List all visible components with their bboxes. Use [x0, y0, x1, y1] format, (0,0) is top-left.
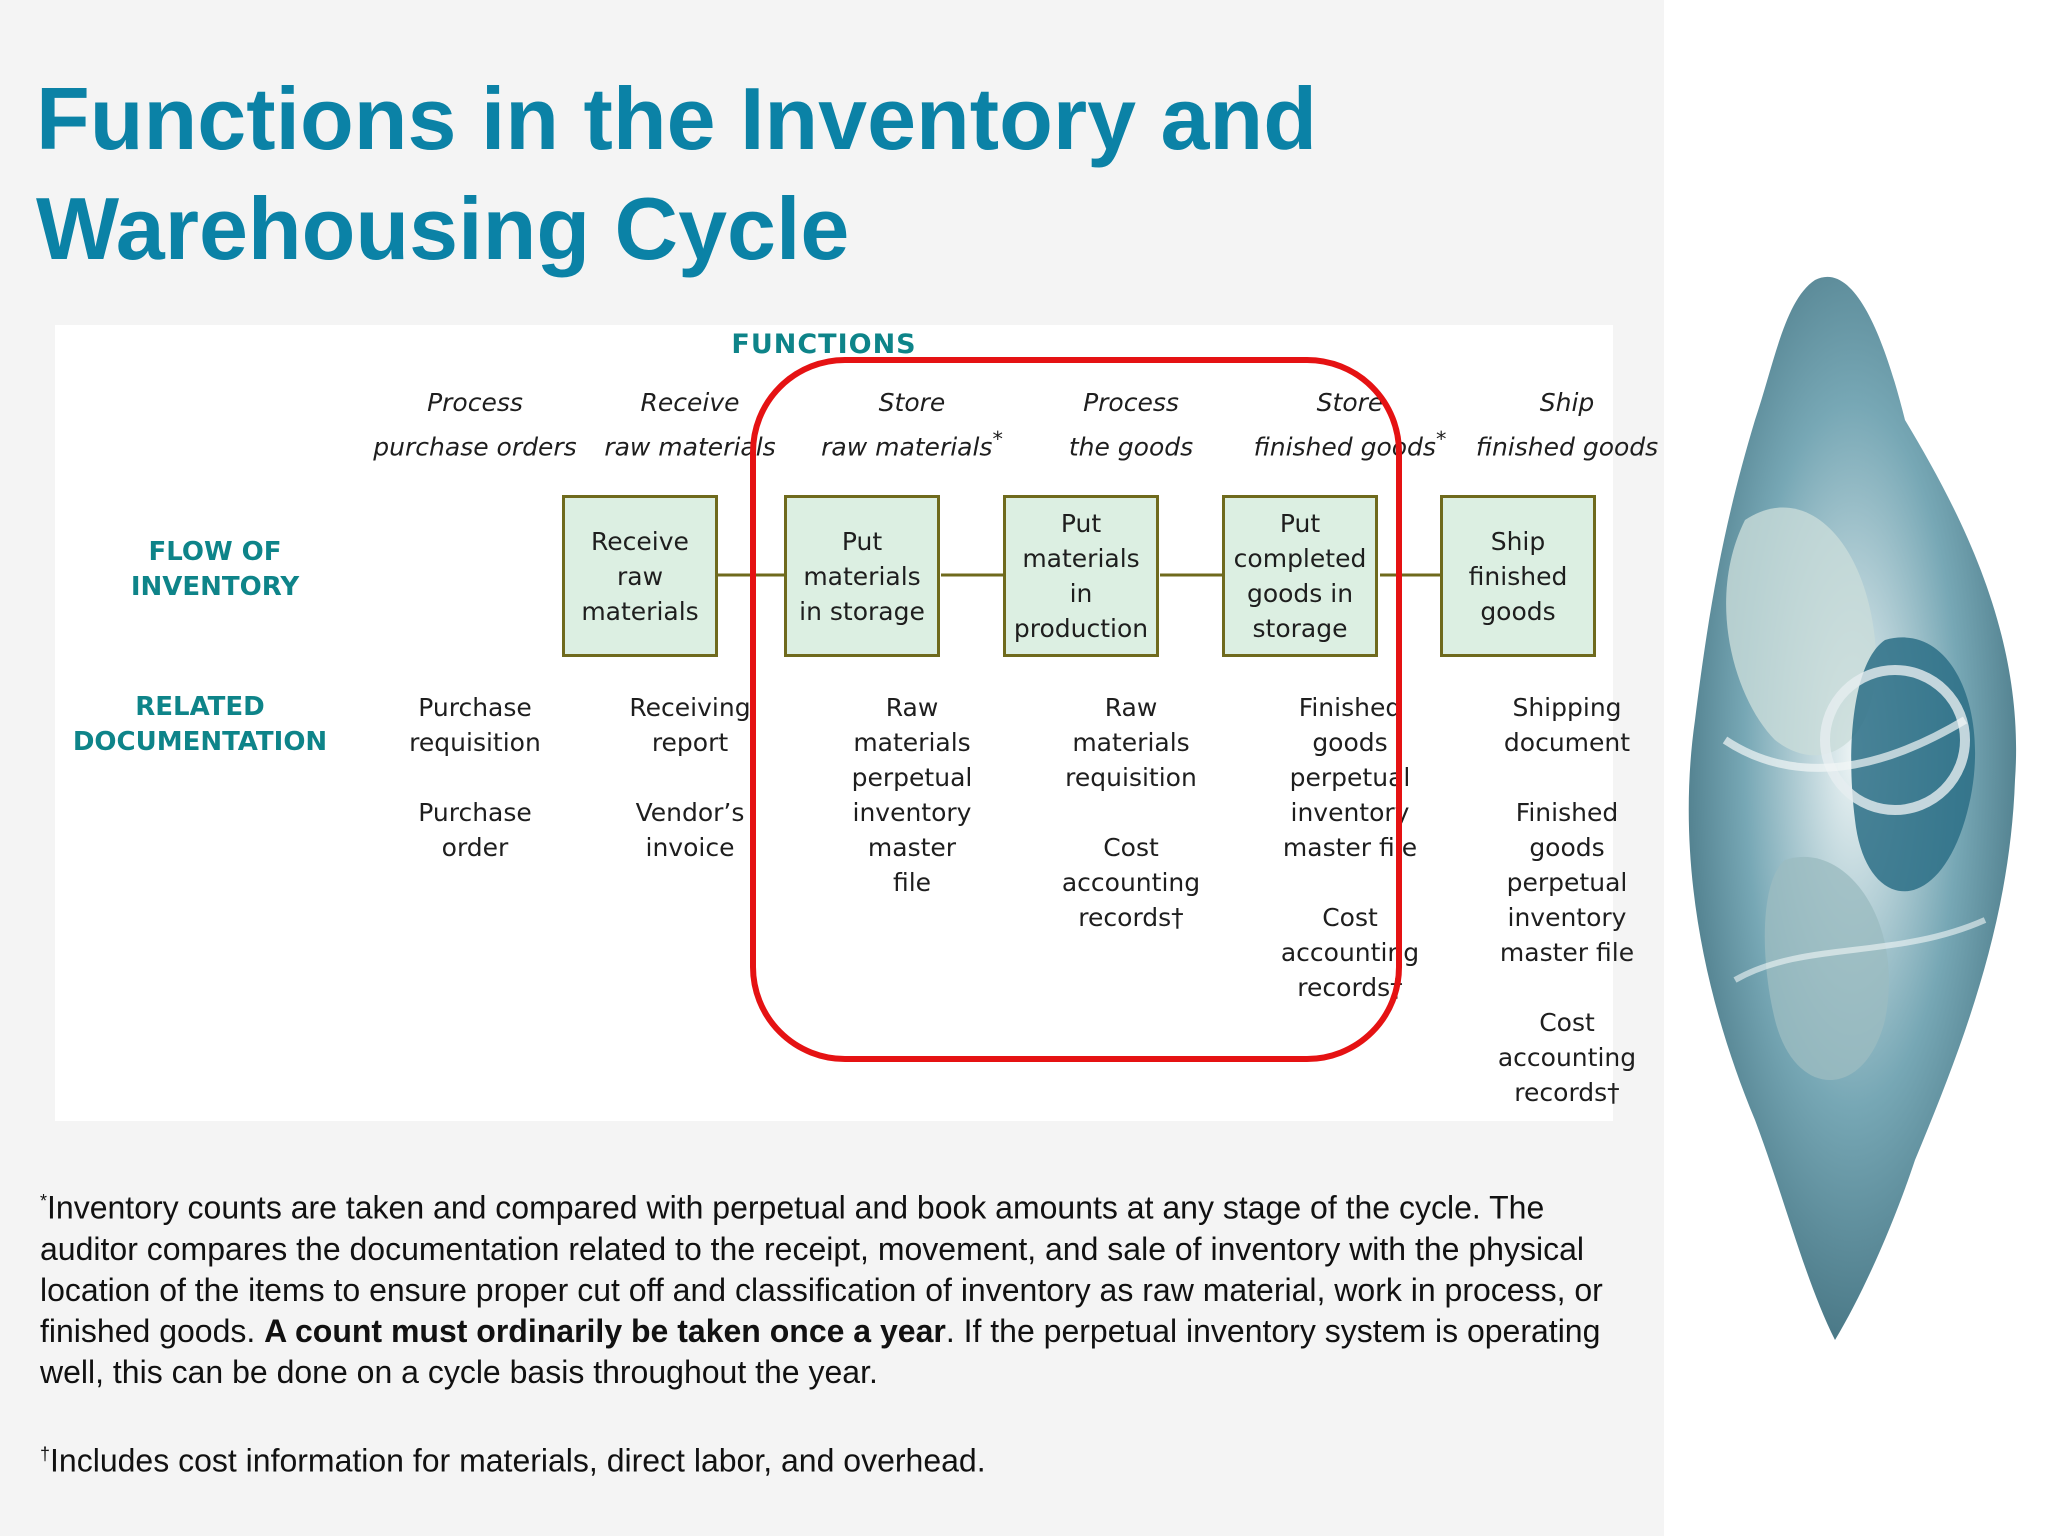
flow-box-label: Put materials in production — [1013, 509, 1149, 643]
function-header-line2: finished goods* — [1253, 427, 1447, 462]
function-header-line1: Ship — [1539, 388, 1595, 417]
function-header-line2: raw materials* — [821, 427, 1003, 462]
function-header-line2: purchase orders — [373, 432, 577, 462]
doc-item: Shipping document — [1503, 693, 1631, 757]
footnote-emphasis: A count must ordinarily be taken once a year — [264, 1312, 946, 1349]
function-header-line1: Store — [878, 388, 946, 417]
docs-process-purchase-orders — [370, 690, 580, 900]
footnote-inventory-counts: *Inventory counts are taken and compared with perpetual and book amounts at any stage of the cycle. The auditor compares the documentation related to the receipt, movement, and sale of inventory with the physical location of the items to ensure proper cut off and classification of inventory as raw material, work in process, or finished goods. A count must ordinarily be taken once a year. If the perpetual inventory system is operating well, this can be done on a cycle basis throughout the year. — [40, 1189, 1603, 1390]
doc-item: Raw materials perpetual inventory master file — [851, 693, 973, 897]
doc-item: Cost accounting records† — [1061, 833, 1201, 932]
footnote-cost-information: †Includes cost information for materials, direct labor, and overhead. — [40, 1442, 986, 1479]
function-header-line1: Store — [1316, 388, 1384, 417]
doc-item: Finished goods perpetual inventory master file — [1282, 693, 1418, 862]
slide-title: Functions in the Inventory and Warehousing Cycle — [36, 69, 1317, 278]
docs-ship-finished-goods — [1462, 690, 1672, 1145]
flow-box-receive-raw-materials — [562, 495, 718, 657]
flow-box-ship-finished-goods — [1440, 495, 1596, 657]
doc-item: Receiving report — [629, 693, 751, 757]
flow-of-inventory-label: FLOW OF INVENTORY — [130, 537, 300, 602]
functions-header: FUNCTIONS — [731, 329, 917, 360]
flow-box-label: Put materials in storage — [799, 526, 925, 626]
doc-item: Cost accounting records† — [1497, 1008, 1637, 1107]
doc-item: Cost accounting records† — [1280, 903, 1420, 1002]
doc-item: Purchase requisition — [409, 693, 541, 757]
highlight-rounded-rectangle — [750, 357, 1402, 1062]
decorative-brush-art — [1665, 220, 2035, 1360]
doc-item: Vendor’s invoice — [635, 798, 745, 862]
doc-item: Finished goods perpetual inventory master file — [1499, 798, 1635, 967]
inventory-cycle-diagram — [55, 325, 1659, 1121]
footnotes — [40, 1181, 1640, 1481]
function-header-line1: Receive — [640, 388, 740, 417]
function-header-line2: raw materials — [604, 432, 776, 462]
function-header-line2: finished goods — [1475, 432, 1659, 462]
related-documentation-label: RELATED DOCUMENTATION — [72, 692, 328, 757]
flow-box-label: Put completed goods in storage — [1233, 509, 1367, 643]
doc-item: Raw materials requisition — [1065, 693, 1197, 792]
flow-box-label: Receive raw materials — [581, 526, 699, 626]
function-header-line1: Process — [1083, 388, 1179, 417]
doc-item: Purchase order — [418, 798, 532, 862]
flow-box-label: Ship finished goods — [1468, 526, 1568, 626]
function-header-line1: Process — [427, 388, 523, 417]
function-header-line2: the goods — [1068, 432, 1194, 462]
